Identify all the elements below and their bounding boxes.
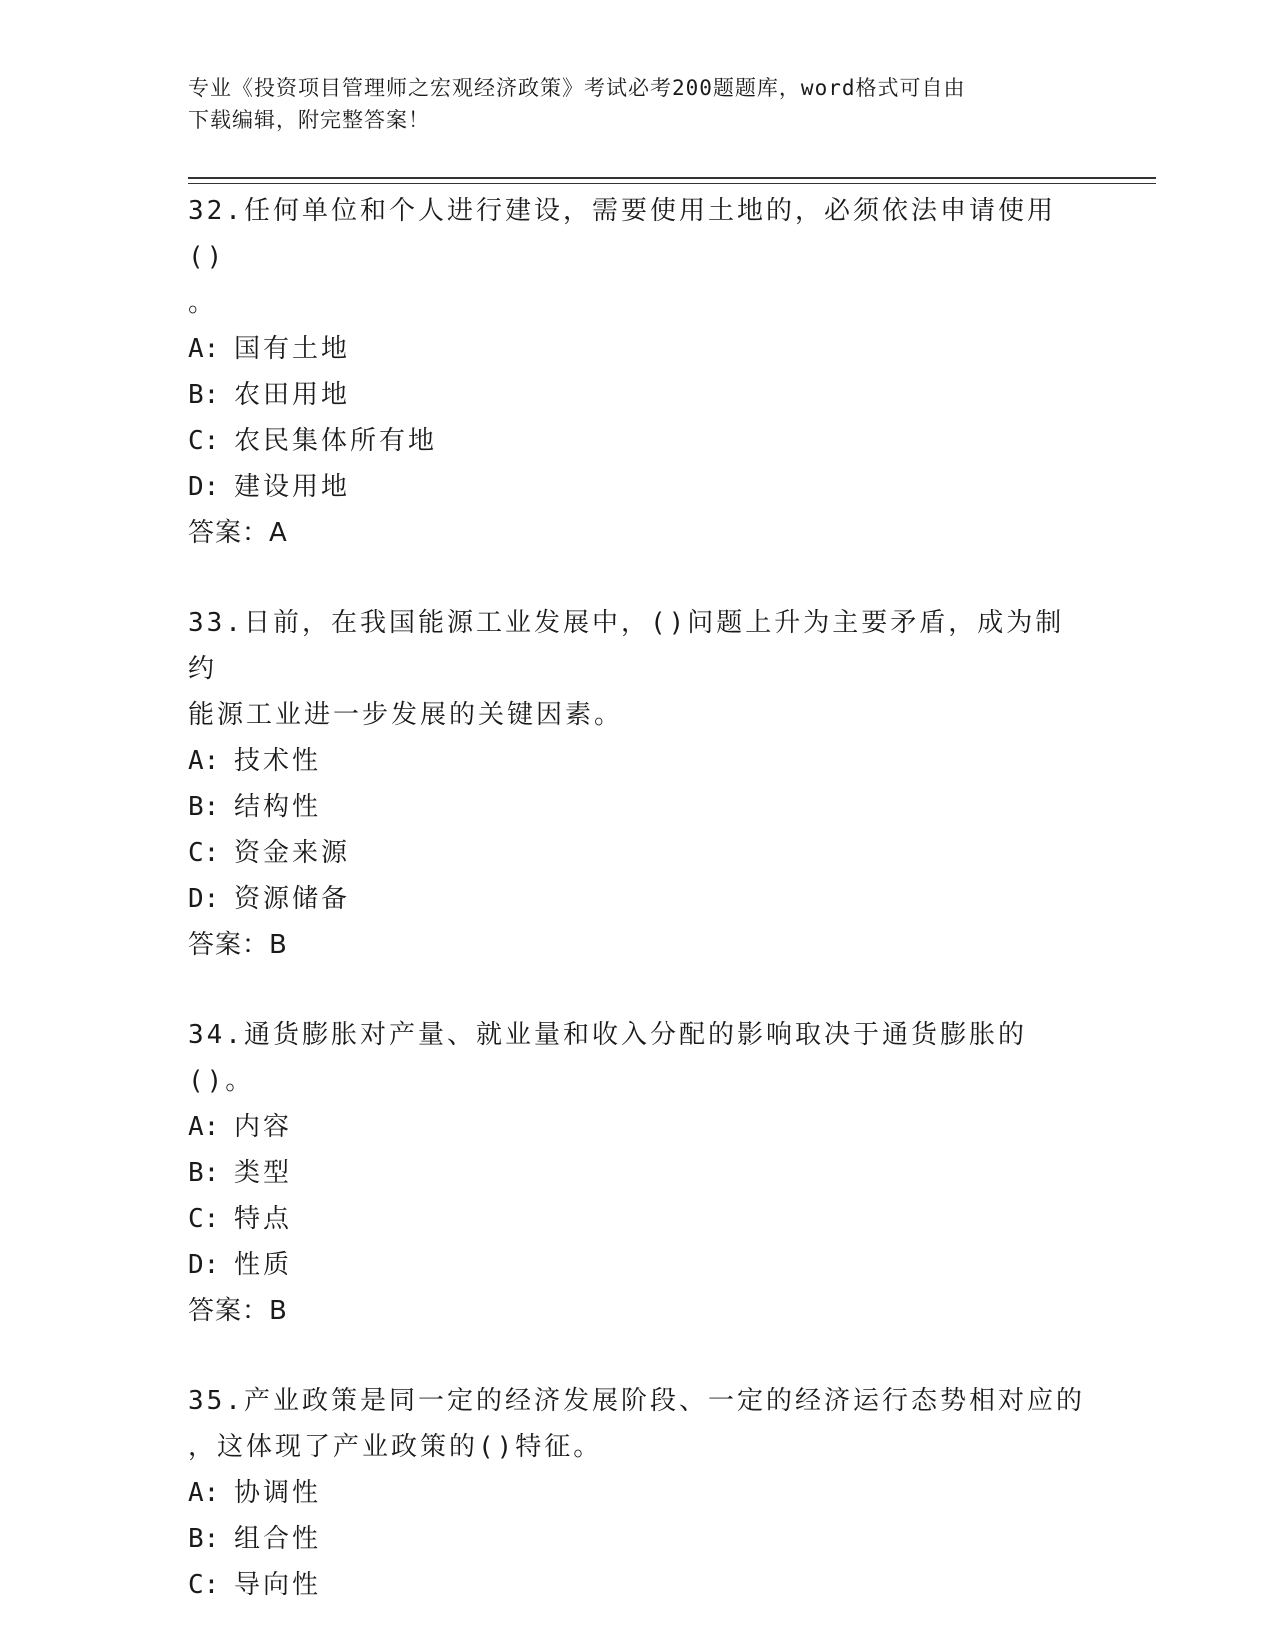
option-text: 技术性 [234,746,322,776]
option-text: 农田用地 [234,380,351,410]
option-text: 资金来源 [234,838,351,868]
option-label: A: [188,1112,220,1142]
answer-line: 答案：B [188,1296,288,1326]
option-text: 农民集体所有地 [234,426,438,456]
option-d [188,876,1088,922]
option-a [188,326,1088,372]
option-d [188,464,1088,510]
header-divider-thin [188,183,1156,184]
option-label: C: [188,1570,220,1600]
option-text: 结构性 [234,792,322,822]
option-text: 特点 [234,1204,293,1234]
option-text: 性质 [234,1250,293,1280]
question-34 [188,1012,1088,1334]
header-line-2: 下载编辑，附完整答案！ [188,108,430,132]
option-text: 建设用地 [234,472,351,502]
option-label: B: [188,1158,220,1188]
option-c [188,418,1088,464]
option-b [188,1150,1088,1196]
question-list [188,188,1088,1608]
question-spacer [188,1334,1088,1378]
option-c [188,830,1088,876]
question-stem: 33.日前，在我国能源工业发展中，()问题上升为主要矛盾，成为制约 能源工业进一步发展的关键因素。 [188,608,1065,730]
option-label: A: [188,746,220,776]
option-text: 导向性 [234,1570,322,1600]
option-text: 类型 [234,1158,293,1188]
header-line-1: 专业《投资项目管理师之宏观经济政策》考试必考200题题库，word格式可自由 [188,76,966,100]
option-text: 协调性 [234,1478,322,1508]
question-spacer [188,556,1088,600]
question-stem: 32.任何单位和个人进行建设，需要使用土地的，必须依法申请使用() 。 [188,196,1056,318]
option-label: B: [188,1524,220,1554]
option-b [188,784,1088,830]
option-c [188,1196,1088,1242]
option-a [188,1104,1088,1150]
option-label: D: [188,884,220,914]
option-label: A: [188,1478,220,1508]
option-label: C: [188,1204,220,1234]
option-a [188,1470,1088,1516]
question-spacer [188,968,1088,1012]
option-label: C: [188,838,220,868]
question-stem: 35.产业政策是同一定的经济发展阶段、一定的经济运行态势相对应的 ，这体现了产业政策的()特征。 [188,1386,1085,1462]
option-label: B: [188,792,220,822]
question-stem: 34.通货膨胀对产量、就业量和收入分配的影响取决于通货膨胀的()。 [188,1020,1027,1096]
option-a [188,738,1088,784]
option-label: B: [188,380,220,410]
option-text: 组合性 [234,1524,322,1554]
option-text: 资源储备 [234,884,351,914]
document-header [188,72,1068,136]
question-35 [188,1378,1088,1608]
option-b [188,1516,1088,1562]
question-33 [188,600,1088,968]
header-divider [188,177,1156,179]
option-text: 内容 [234,1112,293,1142]
option-label: C: [188,426,220,456]
option-label: A: [188,334,220,364]
option-label: D: [188,1250,220,1280]
option-text: 国有土地 [234,334,351,364]
option-d [188,1242,1088,1288]
option-label: D: [188,472,220,502]
answer-line: 答案：B [188,930,288,960]
question-32 [188,188,1088,556]
option-b [188,372,1088,418]
option-c [188,1562,1088,1608]
answer-line: 答案：A [188,518,288,548]
